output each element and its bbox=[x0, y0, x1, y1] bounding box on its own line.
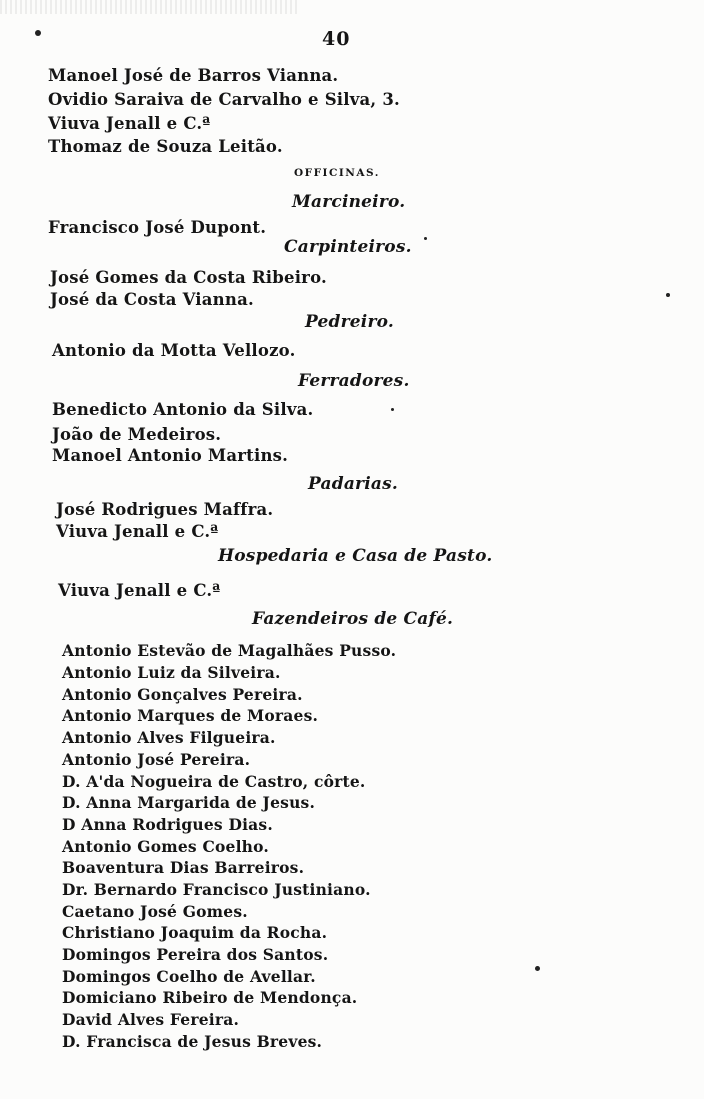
trade-heading: Carpinteiros. bbox=[284, 237, 412, 257]
name-entry: Domingos Pereira dos Santos. bbox=[62, 945, 329, 964]
name-entry: Domiciano Ribeiro de Mendonça. bbox=[62, 988, 358, 1007]
trade-heading: Marcineiro. bbox=[292, 192, 406, 212]
name-entry: Antonio Estevão de Magalhães Pusso. bbox=[62, 641, 397, 660]
name-entry: Benedicto Antonio da Silva. bbox=[52, 400, 314, 419]
name-entry: Antonio Gonçalves Pereira. bbox=[62, 685, 303, 704]
name-entry: D. Anna Margarida de Jesus. bbox=[62, 793, 316, 812]
name-entry: Antonio José Pereira. bbox=[62, 750, 251, 769]
ink-speck bbox=[391, 408, 394, 411]
name-entry: José da Costa Vianna. bbox=[50, 290, 254, 309]
name-entry: Viuva Jenall e C.ª bbox=[48, 114, 211, 133]
ink-speck bbox=[424, 237, 427, 240]
name-entry: Antonio Gomes Coelho. bbox=[62, 837, 270, 856]
name-entry: Antonio da Motta Vellozo. bbox=[52, 341, 296, 360]
name-entry: D. Francisca de Jesus Breves. bbox=[62, 1032, 323, 1051]
trade-heading: Ferradores. bbox=[298, 371, 410, 391]
name-entry: José Gomes da Costa Ribeiro. bbox=[50, 268, 327, 287]
ink-speck bbox=[35, 30, 41, 36]
page-number: 40 bbox=[322, 28, 351, 50]
trade-heading: Padarias. bbox=[308, 474, 398, 494]
name-entry: Domingos Coelho de Avellar. bbox=[62, 967, 316, 986]
section-title: OFFICINAS. bbox=[294, 167, 380, 179]
ink-speck bbox=[666, 293, 670, 297]
name-entry: Christiano Joaquim da Rocha. bbox=[62, 923, 328, 942]
trade-heading: Pedreiro. bbox=[305, 312, 394, 332]
name-entry: Boaventura Dias Barreiros. bbox=[62, 858, 305, 877]
name-entry: Dr. Bernardo Francisco Justiniano. bbox=[62, 880, 371, 899]
trade-heading: Hospedaria e Casa de Pasto. bbox=[218, 546, 493, 566]
name-entry: Viuva Jenall e C.ª bbox=[56, 522, 219, 541]
name-entry: David Alves Fereira. bbox=[62, 1010, 240, 1029]
name-entry: Ovidio Saraiva de Carvalho e Silva, 3. bbox=[48, 90, 400, 109]
name-entry: Antonio Luiz da Silveira. bbox=[62, 663, 281, 682]
name-entry: D. A'da Nogueira de Castro, côrte. bbox=[62, 772, 366, 791]
name-entry: Thomaz de Souza Leitão. bbox=[48, 137, 283, 156]
trade-heading: Fazendeiros de Café. bbox=[252, 609, 454, 629]
name-entry: D Anna Rodrigues Dias. bbox=[62, 815, 273, 834]
name-entry: Caetano José Gomes. bbox=[62, 902, 248, 921]
name-entry: Manoel José de Barros Vianna. bbox=[48, 66, 339, 85]
name-entry: Antonio Marques de Moraes. bbox=[62, 706, 319, 725]
name-entry: José Rodrigues Maffra. bbox=[56, 500, 274, 519]
name-entry: Viuva Jenall e C.ª bbox=[58, 581, 221, 600]
name-entry: João de Medeiros. bbox=[52, 425, 222, 444]
scan-noise bbox=[0, 0, 300, 14]
name-entry: Manoel Antonio Martins. bbox=[52, 446, 289, 465]
name-entry: Francisco José Dupont. bbox=[48, 218, 267, 237]
name-entry: Antonio Alves Filgueira. bbox=[62, 728, 276, 747]
ink-speck bbox=[535, 966, 540, 971]
